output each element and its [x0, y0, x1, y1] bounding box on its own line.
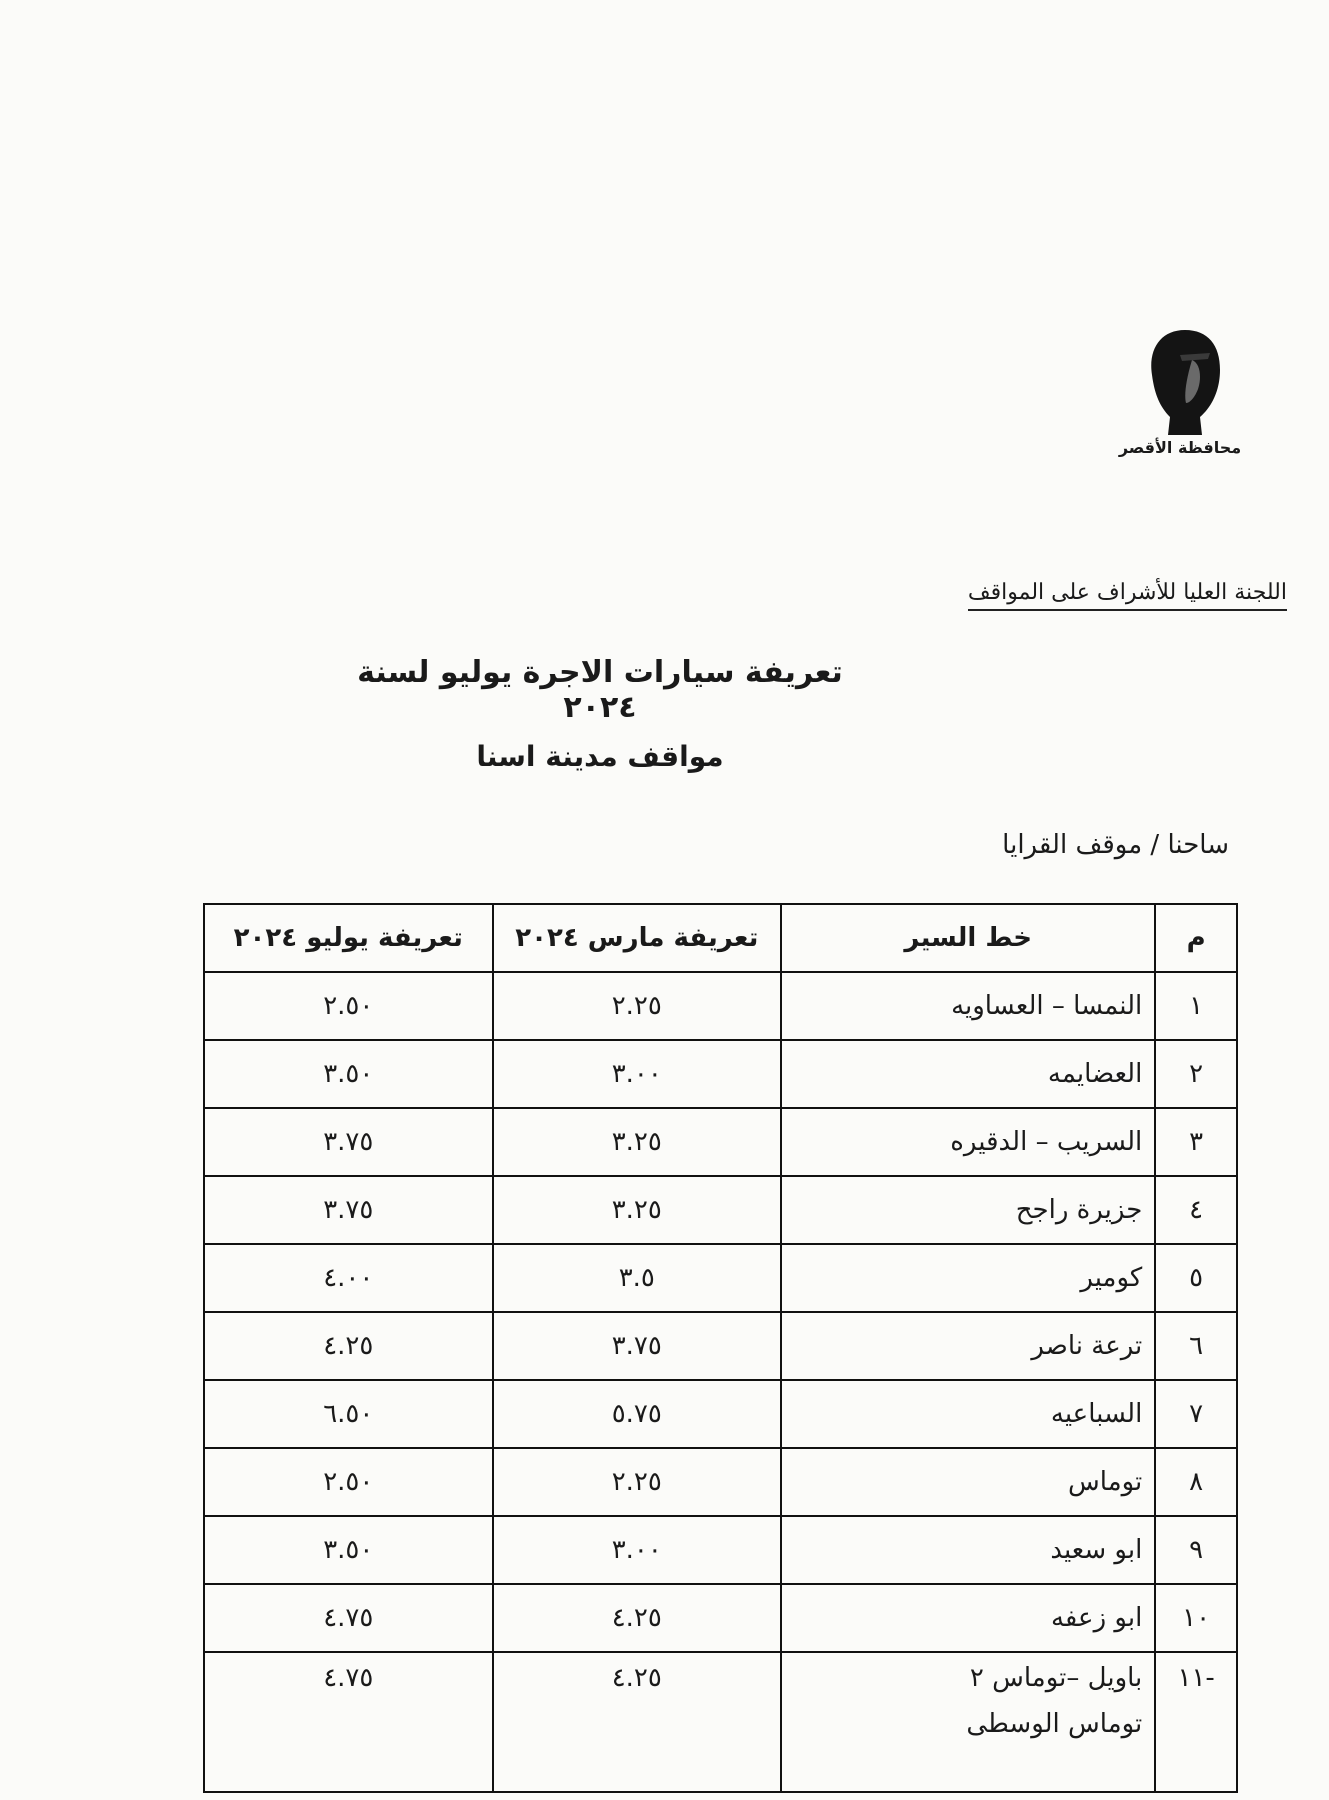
row-july-fare-text: ٣.٥٠: [323, 1535, 374, 1565]
row-march-fare-text: ٤.٢٥: [611, 1603, 662, 1633]
emblem-caption: محافظة الأقصر: [1118, 438, 1242, 457]
row-march-fare-text: ٣.٢٥: [611, 1127, 662, 1157]
fares-table: [203, 903, 1238, 1793]
row-num: [1155, 1652, 1237, 1792]
row-route: [781, 1312, 1155, 1380]
row-march-fare-text: ٣.٢٥: [611, 1195, 662, 1225]
row-july-fare: [204, 1244, 493, 1312]
row-route-line2: توماس الوسطى: [966, 1709, 1143, 1739]
header-march: تعريفة مارس ٢٠٢٤: [493, 904, 782, 972]
row-route: [781, 1040, 1155, 1108]
row-route: [781, 1108, 1155, 1176]
row-route: [781, 1176, 1155, 1244]
row-march-fare-text: ٢.٢٥: [611, 1467, 662, 1497]
row-march-fare: [493, 1448, 782, 1516]
row-july-fare-text: ٤.٠٠: [323, 1263, 374, 1293]
row-march-fare: [493, 1380, 782, 1448]
row-july-fare-text: ٢.٥٠: [323, 1467, 374, 1497]
table-row: [204, 1380, 1237, 1448]
document-title: تعريفة سيارات الاجرة يوليو لسنة ٢٠٢٤: [357, 655, 843, 725]
row-num-text: ٥: [1189, 1263, 1204, 1293]
row-march-fare: [493, 1516, 782, 1584]
row-route-text: السريب – الدقيره: [950, 1127, 1143, 1157]
row-route-text: السباعيه: [1050, 1399, 1143, 1429]
table-row: [204, 1448, 1237, 1516]
row-july-fare: [204, 1040, 493, 1108]
row-route-text: ابو سعيد: [1050, 1535, 1143, 1565]
document-subtitle: مواقف مدينة اسنا: [476, 740, 724, 773]
row-num-text: -١١: [1177, 1663, 1215, 1693]
row-num: [1155, 1380, 1237, 1448]
table-row: [204, 1040, 1237, 1108]
table-row: [204, 972, 1237, 1040]
row-num: [1155, 1584, 1237, 1652]
row-july-fare-text: ٣.٧٥: [323, 1195, 374, 1225]
header-route: خط السير: [781, 904, 1155, 972]
row-route: [781, 1244, 1155, 1312]
row-num: [1155, 1448, 1237, 1516]
row-july-fare: [204, 972, 493, 1040]
row-num: [1155, 1176, 1237, 1244]
row-march-fare: [493, 1244, 782, 1312]
row-july-fare-text: ٤.٧٥: [323, 1663, 374, 1693]
row-route-text: توماس: [1068, 1467, 1143, 1497]
row-num: [1155, 1040, 1237, 1108]
row-num: [1155, 1516, 1237, 1584]
table-row: [204, 1244, 1237, 1312]
row-route-text: العضايمه: [1047, 1059, 1143, 1089]
row-march-fare-text: ٤.٢٥: [611, 1663, 662, 1693]
row-route: [781, 1448, 1155, 1516]
row-num-text: ٦: [1189, 1331, 1204, 1361]
row-num: [1155, 1108, 1237, 1176]
row-num-text: ٨: [1189, 1467, 1204, 1497]
row-july-fare-text: ٣.٥٠: [323, 1059, 374, 1089]
row-route-text: ابو زعفه: [1050, 1603, 1143, 1633]
row-july-fare-text: ٤.٧٥: [323, 1603, 374, 1633]
row-march-fare-text: ٢.٢٥: [611, 991, 662, 1021]
table-row: [204, 1652, 1237, 1792]
table-row: [204, 1516, 1237, 1584]
table-row: [204, 1584, 1237, 1652]
row-july-fare-text: ٦.٥٠: [323, 1399, 374, 1429]
row-march-fare: [493, 1176, 782, 1244]
row-num: [1155, 1244, 1237, 1312]
row-july-fare: [204, 1176, 493, 1244]
row-july-fare: [204, 1380, 493, 1448]
row-route-text: كومير: [1080, 1263, 1143, 1293]
row-num-text: ٤: [1189, 1195, 1204, 1225]
row-july-fare: [204, 1584, 493, 1652]
row-route: [781, 1380, 1155, 1448]
row-march-fare-text: ٣.٥: [618, 1263, 655, 1293]
row-route: [781, 1652, 1155, 1792]
row-num: [1155, 1312, 1237, 1380]
row-july-fare: [204, 1652, 493, 1792]
row-march-fare: [493, 1312, 782, 1380]
row-march-fare: [493, 1652, 782, 1792]
section-label: ساحنا / موقف القرايا: [1002, 830, 1229, 860]
row-march-fare-text: ٣.٠٠: [611, 1059, 662, 1089]
row-march-fare-text: ٣.٠٠: [611, 1535, 662, 1565]
row-route-text: ترعة ناصر: [1031, 1331, 1143, 1361]
row-route-text: النمسا – العساويه: [951, 991, 1143, 1021]
row-march-fare: [493, 1040, 782, 1108]
row-july-fare-text: ٣.٧٥: [323, 1127, 374, 1157]
row-route: [781, 972, 1155, 1040]
row-route: [781, 1516, 1155, 1584]
row-route: [781, 1584, 1155, 1652]
row-num-text: ٣: [1189, 1127, 1204, 1157]
row-march-fare: [493, 1108, 782, 1176]
table-header-row: [204, 904, 1237, 972]
table-row: [204, 1312, 1237, 1380]
row-july-fare: [204, 1108, 493, 1176]
table-row: [204, 1176, 1237, 1244]
row-july-fare: [204, 1516, 493, 1584]
row-july-fare-text: ٢.٥٠: [323, 991, 374, 1021]
row-num-text: ٧: [1189, 1399, 1204, 1429]
row-july-fare: [204, 1312, 493, 1380]
row-route-text: باويل –توماس ٢: [969, 1663, 1143, 1693]
header-july: تعريفة يوليو ٢٠٢٤: [204, 904, 493, 972]
row-num-text: ٩: [1189, 1535, 1204, 1565]
row-num-text: ٢: [1189, 1059, 1204, 1089]
row-march-fare: [493, 972, 782, 1040]
row-july-fare: [204, 1448, 493, 1516]
row-num-text: ١٠: [1182, 1603, 1211, 1633]
header-num: م: [1155, 904, 1237, 972]
row-march-fare-text: ٥.٧٥: [611, 1399, 662, 1429]
table-row: [204, 1108, 1237, 1176]
row-march-fare: [493, 1584, 782, 1652]
row-num: [1155, 972, 1237, 1040]
row-march-fare-text: ٣.٧٥: [611, 1331, 662, 1361]
row-july-fare-text: ٤.٢٥: [323, 1331, 374, 1361]
row-num-text: ١: [1189, 991, 1204, 1021]
committee-heading: اللجنة العليا للأشراف على المواقف: [968, 580, 1287, 611]
pharaoh-head-emblem-icon: [1140, 325, 1230, 455]
row-route-text: جزيرة راجح: [1015, 1195, 1143, 1225]
